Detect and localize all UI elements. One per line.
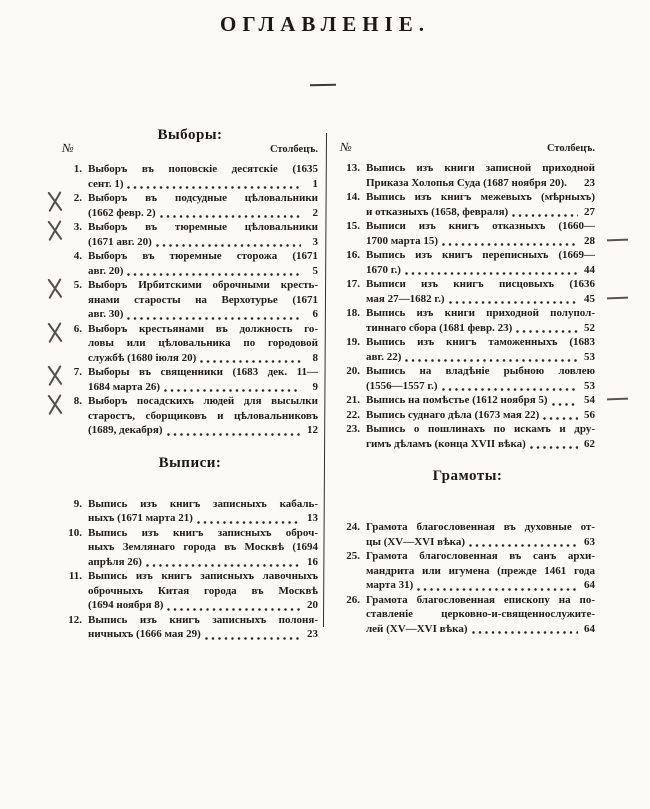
entry-last-line [366,321,595,336]
entry-text-line: 1684 марта 26) [88,380,161,393]
entry-body [366,335,595,364]
entry-column-number: 2 [312,206,318,219]
entry-text-line: (1689, декабря) [88,424,163,436]
toc-entry [62,249,318,278]
toc-entry [340,219,595,248]
entry-body [88,249,318,278]
dot-leader [197,521,301,524]
dot-leader [449,301,578,304]
entry-last-line [366,379,595,394]
margin-dash-mark [607,238,628,240]
entry-last-line [88,264,318,279]
entry-number: 19. [346,336,360,348]
entry-last-line [366,292,595,307]
dot-leader [516,330,578,333]
entry-column-number: 62 [584,437,595,450]
entry-text-line: авг. 30) [88,308,124,320]
entry-number: 6. [73,322,82,335]
column-label-stolbets: Столбецъ. [546,143,595,154]
margin-dash-mark [607,398,628,400]
entry-last-line [366,393,595,408]
dot-leader [543,417,578,420]
entry-text-line: Выпись суднаго дѣла (1673 мая 22) [366,408,540,421]
toc-entry [62,526,318,570]
page-title: ОГЛАВЛЕНІЕ. [220,12,430,36]
entry-body [366,393,595,408]
entry-column-number: 6 [312,308,318,320]
entry-text-line: Приказа Холопья Суда (1687 ноября 20). [366,176,567,189]
entry-text-line: Выборъ въ тюремные сторожа (1671 [88,250,318,262]
entry-last-line [366,234,595,249]
toc-entry [62,497,318,526]
entry-column-number: 63 [584,535,595,548]
entry-body [88,322,318,366]
entry-text-line: цы (XV—XVI вѣка) [366,535,466,548]
dot-leader [571,185,578,188]
entry-column-number: 23 [307,628,318,640]
column-header-row [340,141,595,155]
entry-last-line [366,408,595,423]
entry-last-line [366,176,595,191]
entry-text-line: 1700 марта 15) [366,234,439,247]
entry-text-line: старостъ, сборщиковъ и цѣловальниковъ [88,409,318,422]
entry-text-line: Выборъ посадскихъ людей для высылки [88,395,318,407]
entry-text-line: Выборъ въ тюремные цѣловальники [88,221,318,233]
toc-entry [62,191,318,220]
entry-last-line [88,380,318,395]
entry-last-line [366,578,595,593]
column-label-no: № [340,140,352,154]
entry-number: 4. [73,250,82,262]
entry-last-line [88,511,318,526]
toc-entry [62,278,318,322]
dot-leader [164,389,301,392]
entry-text-line: Выпись на владѣніе рыбною ловлею [366,365,595,377]
dot-leader [417,588,578,591]
entry-body [88,613,318,642]
toc-entry [340,190,595,219]
entry-text-line: лей (XV—XVI вѣка) [366,622,468,635]
entry-body [88,569,318,613]
entry-body [366,422,595,451]
toc-entry [340,408,595,423]
entry-text-line: Выборъ крестьянами въ должность го- [88,322,318,335]
entry-text-line: ловы или цѣловальника по городовой [88,337,318,349]
entry-number: 10. [68,526,82,539]
entry-column-number: 52 [584,321,595,334]
entry-last-line [366,263,595,278]
column-divider [323,133,327,627]
entry-text-line: Выборы въ священники (1683 дек. 11— [88,366,318,378]
toc-entry [340,393,595,408]
entry-text-line: (1556—1557 г.) [366,379,438,392]
toc-entry [340,248,595,277]
entry-last-line [88,598,318,613]
entry-column-number: 64 [584,579,595,591]
entry-text-line: ныхъ Землянаго города въ Москвѣ (1694 [88,541,318,553]
dot-leader [205,637,301,640]
entry-column-number: 3 [312,235,318,248]
toc-column-left [62,126,318,642]
toc-entry [340,593,595,637]
toc-entry [340,335,595,364]
entry-text-line: тиннаго сбора (1681 февр. 23) [366,321,513,334]
entry-body [88,278,318,322]
toc-entry [62,220,318,249]
toc-entry [340,520,595,549]
margin-dash-mark [607,296,628,298]
section-heading: Выписи: [158,454,222,471]
entry-column-number: 23 [584,176,595,189]
entry-text-line: Выпись изъ книгъ записныхъ кабаль- [88,497,318,510]
dot-leader [530,446,578,449]
entry-last-line [366,350,595,365]
entry-column-number: 64 [584,622,595,635]
entry-column-number: 44 [584,263,595,276]
entry-number: 26. [346,593,360,606]
entry-text-line: Грамота благословенная епископу на по- [366,593,595,606]
pencil-x-mark [48,395,61,415]
entry-text-line: Выпись изъ книгъ записныхъ оброч- [88,526,318,539]
entry-number: 1. [73,163,82,175]
toc-entry [62,394,318,438]
entry-text-line: Выпись изъ книгъ таможенныхъ (1683 [366,336,595,348]
entry-column-number: 16 [307,555,318,568]
entry-text-line: авг. 20) [88,264,124,277]
dot-leader [167,608,301,611]
pencil-x-mark [48,221,61,241]
entry-column-number: 53 [584,350,595,363]
pencil-x-mark [48,323,61,343]
entry-number: 23. [346,423,360,435]
entry-body [366,593,595,637]
entry-text-line: мандрита или игумена (прежде 1461 года [366,564,595,577]
entry-text-line: Выпись изъ книги приходной полупол- [366,307,595,319]
entry-text-line: Выпись изъ книгъ записныхъ лавочныхъ [88,570,318,582]
dot-leader [146,564,301,567]
dot-leader [405,359,578,362]
entry-column-number: 20 [307,599,318,611]
entry-column-number: 13 [307,512,318,524]
entry-column-number: 56 [584,408,595,421]
dot-leader [200,360,301,363]
entry-text-line: Выборъ Ирбитскими оброчными кресть- [88,279,318,291]
entry-number: 20. [346,365,360,377]
toc-entry [340,161,595,190]
entry-body [88,220,318,249]
dot-leader [405,272,578,275]
entry-text-line: ныхъ (1671 марта 21) [88,512,193,524]
entry-text-line: Выпись изъ книги записной приходной [366,162,595,174]
column-label-stolbets: Столбецъ. [269,144,318,155]
dot-leader [472,631,579,634]
entry-text-line: мая 27—1682 г.) [366,292,445,305]
entry-body [366,364,595,393]
entry-body [88,526,318,570]
pencil-x-mark [48,192,61,212]
entry-body [366,520,595,549]
entry-column-number: 8 [312,351,318,364]
entry-text-line: Выборъ въ подсудные цѣловальники [88,192,318,204]
entry-number: 25. [346,550,360,562]
entry-text-line: (1671 авг. 20) [88,235,152,248]
entry-body [88,394,318,438]
toc-entry [340,277,595,306]
dot-leader [167,433,301,436]
title-rule [310,84,336,86]
toc-entry [340,549,595,593]
entry-last-line [88,627,318,642]
entry-number: 12. [68,613,82,626]
entry-number: 16. [346,249,360,261]
toc-entry [340,306,595,335]
section-heading: Грамоты: [432,468,503,484]
entry-text-line: Выписи изъ книгъ отказныхъ (1660— [366,220,595,232]
dot-leader [469,544,578,547]
entry-last-line [366,437,595,452]
toc-entry [62,322,318,366]
entry-text-line: янами старосты на Верхотурье (1671 [88,293,318,306]
entry-column-number: 27 [584,205,595,218]
entry-text-line: Выписи изъ книгъ писцовыхъ (1636 [366,278,595,290]
entry-text-line: Грамота благословенная въ духовные от- [366,521,595,533]
entry-body [366,306,595,335]
entry-text-line: гимъ дѣламъ (конца XVII вѣка) [366,437,526,450]
entry-text-line: службѣ (1680 іюля 20) [88,351,197,364]
entry-last-line [88,555,318,570]
entry-text-line: 1670 г.) [366,263,401,276]
entry-text-line: Грамота благословенная въ санъ архи- [366,550,595,562]
toc-entry [62,569,318,613]
entry-last-line [88,177,318,192]
toc-column-right [340,126,595,636]
dot-leader [127,186,301,189]
entry-number: 18. [346,307,360,319]
entry-text-line: и отказныхъ (1658, февраля) [366,205,509,218]
entry-column-number: 45 [584,292,595,305]
entry-last-line [88,423,318,438]
entry-text-line: (1662 февр. 2) [88,206,156,219]
pencil-x-mark [48,279,61,299]
entry-text-line: оброчныхъ Китая города въ Москвѣ [88,584,318,597]
entry-last-line [88,351,318,366]
entry-number: 11. [68,570,82,582]
entry-number: 8. [73,395,82,407]
entry-number: 22. [346,408,360,421]
entry-number: 14. [346,191,360,203]
toc-entry [340,364,595,393]
dot-leader [442,243,578,246]
entry-body [88,162,318,191]
dot-leader [127,317,301,320]
entry-text-line: апрѣля 26) [88,555,142,568]
dot-leader [442,388,578,391]
entry-column-number: 53 [584,379,595,392]
dot-leader [156,244,301,247]
entry-text-line: Выборъ въ поповскіе десятскіе (1635 [88,163,318,175]
entry-column-number: 1 [312,177,318,190]
entry-column-number: 28 [584,234,595,247]
entry-text-line: Выпись изъ книгъ переписныхъ (1669— [366,249,595,261]
entry-text-line: марта 31) [366,579,414,591]
entry-text-line: Выпись изъ книгъ записныхъ полоня- [88,613,318,626]
entry-body [366,408,595,423]
entry-number: 13. [346,162,360,174]
dot-leader [160,215,301,218]
entry-number: 21. [346,394,360,406]
entry-column-number: 5 [312,264,318,277]
entry-number: 9. [73,497,82,510]
entry-body [88,191,318,220]
dot-leader [552,403,578,406]
entry-text-line: (1694 ноября 8) [88,599,164,611]
entry-body [88,497,318,526]
entry-number: 24. [346,521,360,533]
entry-last-line [88,235,318,250]
toc-entry [62,162,318,191]
entry-last-line [88,206,318,221]
dot-leader [127,273,301,276]
entry-body [366,190,595,219]
entry-number: 15. [346,220,360,232]
entry-text-line: сент. 1) [88,177,124,190]
entry-body [366,161,595,190]
entry-number: 17. [346,278,360,290]
entry-last-line [366,622,595,637]
entry-last-line [366,205,595,220]
entry-body [88,365,318,394]
entry-text-line: ничныхъ (1666 мая 29) [88,628,201,640]
entry-text-line: Выпись изъ книгъ межевыхъ (мѣрныхъ) [366,191,595,203]
pencil-x-mark [48,366,61,386]
entry-column-number: 9 [312,380,318,393]
entry-text-line: авг. 22) [366,350,402,363]
toc-entry [62,365,318,394]
entry-body [366,248,595,277]
entry-text-line: Выпись на помѣстье (1612 ноября 5) [366,394,548,406]
toc-entry [62,613,318,642]
entry-body [366,219,595,248]
column-label-no: № [62,141,74,155]
entry-text-line: ставленіе церковно-и-священнослужите- [366,608,595,620]
entry-number: 5. [73,279,82,291]
toc-entry [340,422,595,451]
entry-number: 7. [73,366,82,378]
section-heading: Выборы: [157,127,223,143]
entry-last-line [88,307,318,322]
entry-body [366,277,595,306]
entry-number: 3. [73,221,82,233]
entry-text-line: Выпись о пошлинахъ по искамъ и дру- [366,423,595,435]
entry-column-number: 54 [584,394,595,406]
dot-leader [512,214,578,217]
entry-column-number: 12 [307,424,318,436]
entry-number: 2. [73,192,82,204]
entry-body [366,549,595,593]
entry-last-line [366,535,595,550]
